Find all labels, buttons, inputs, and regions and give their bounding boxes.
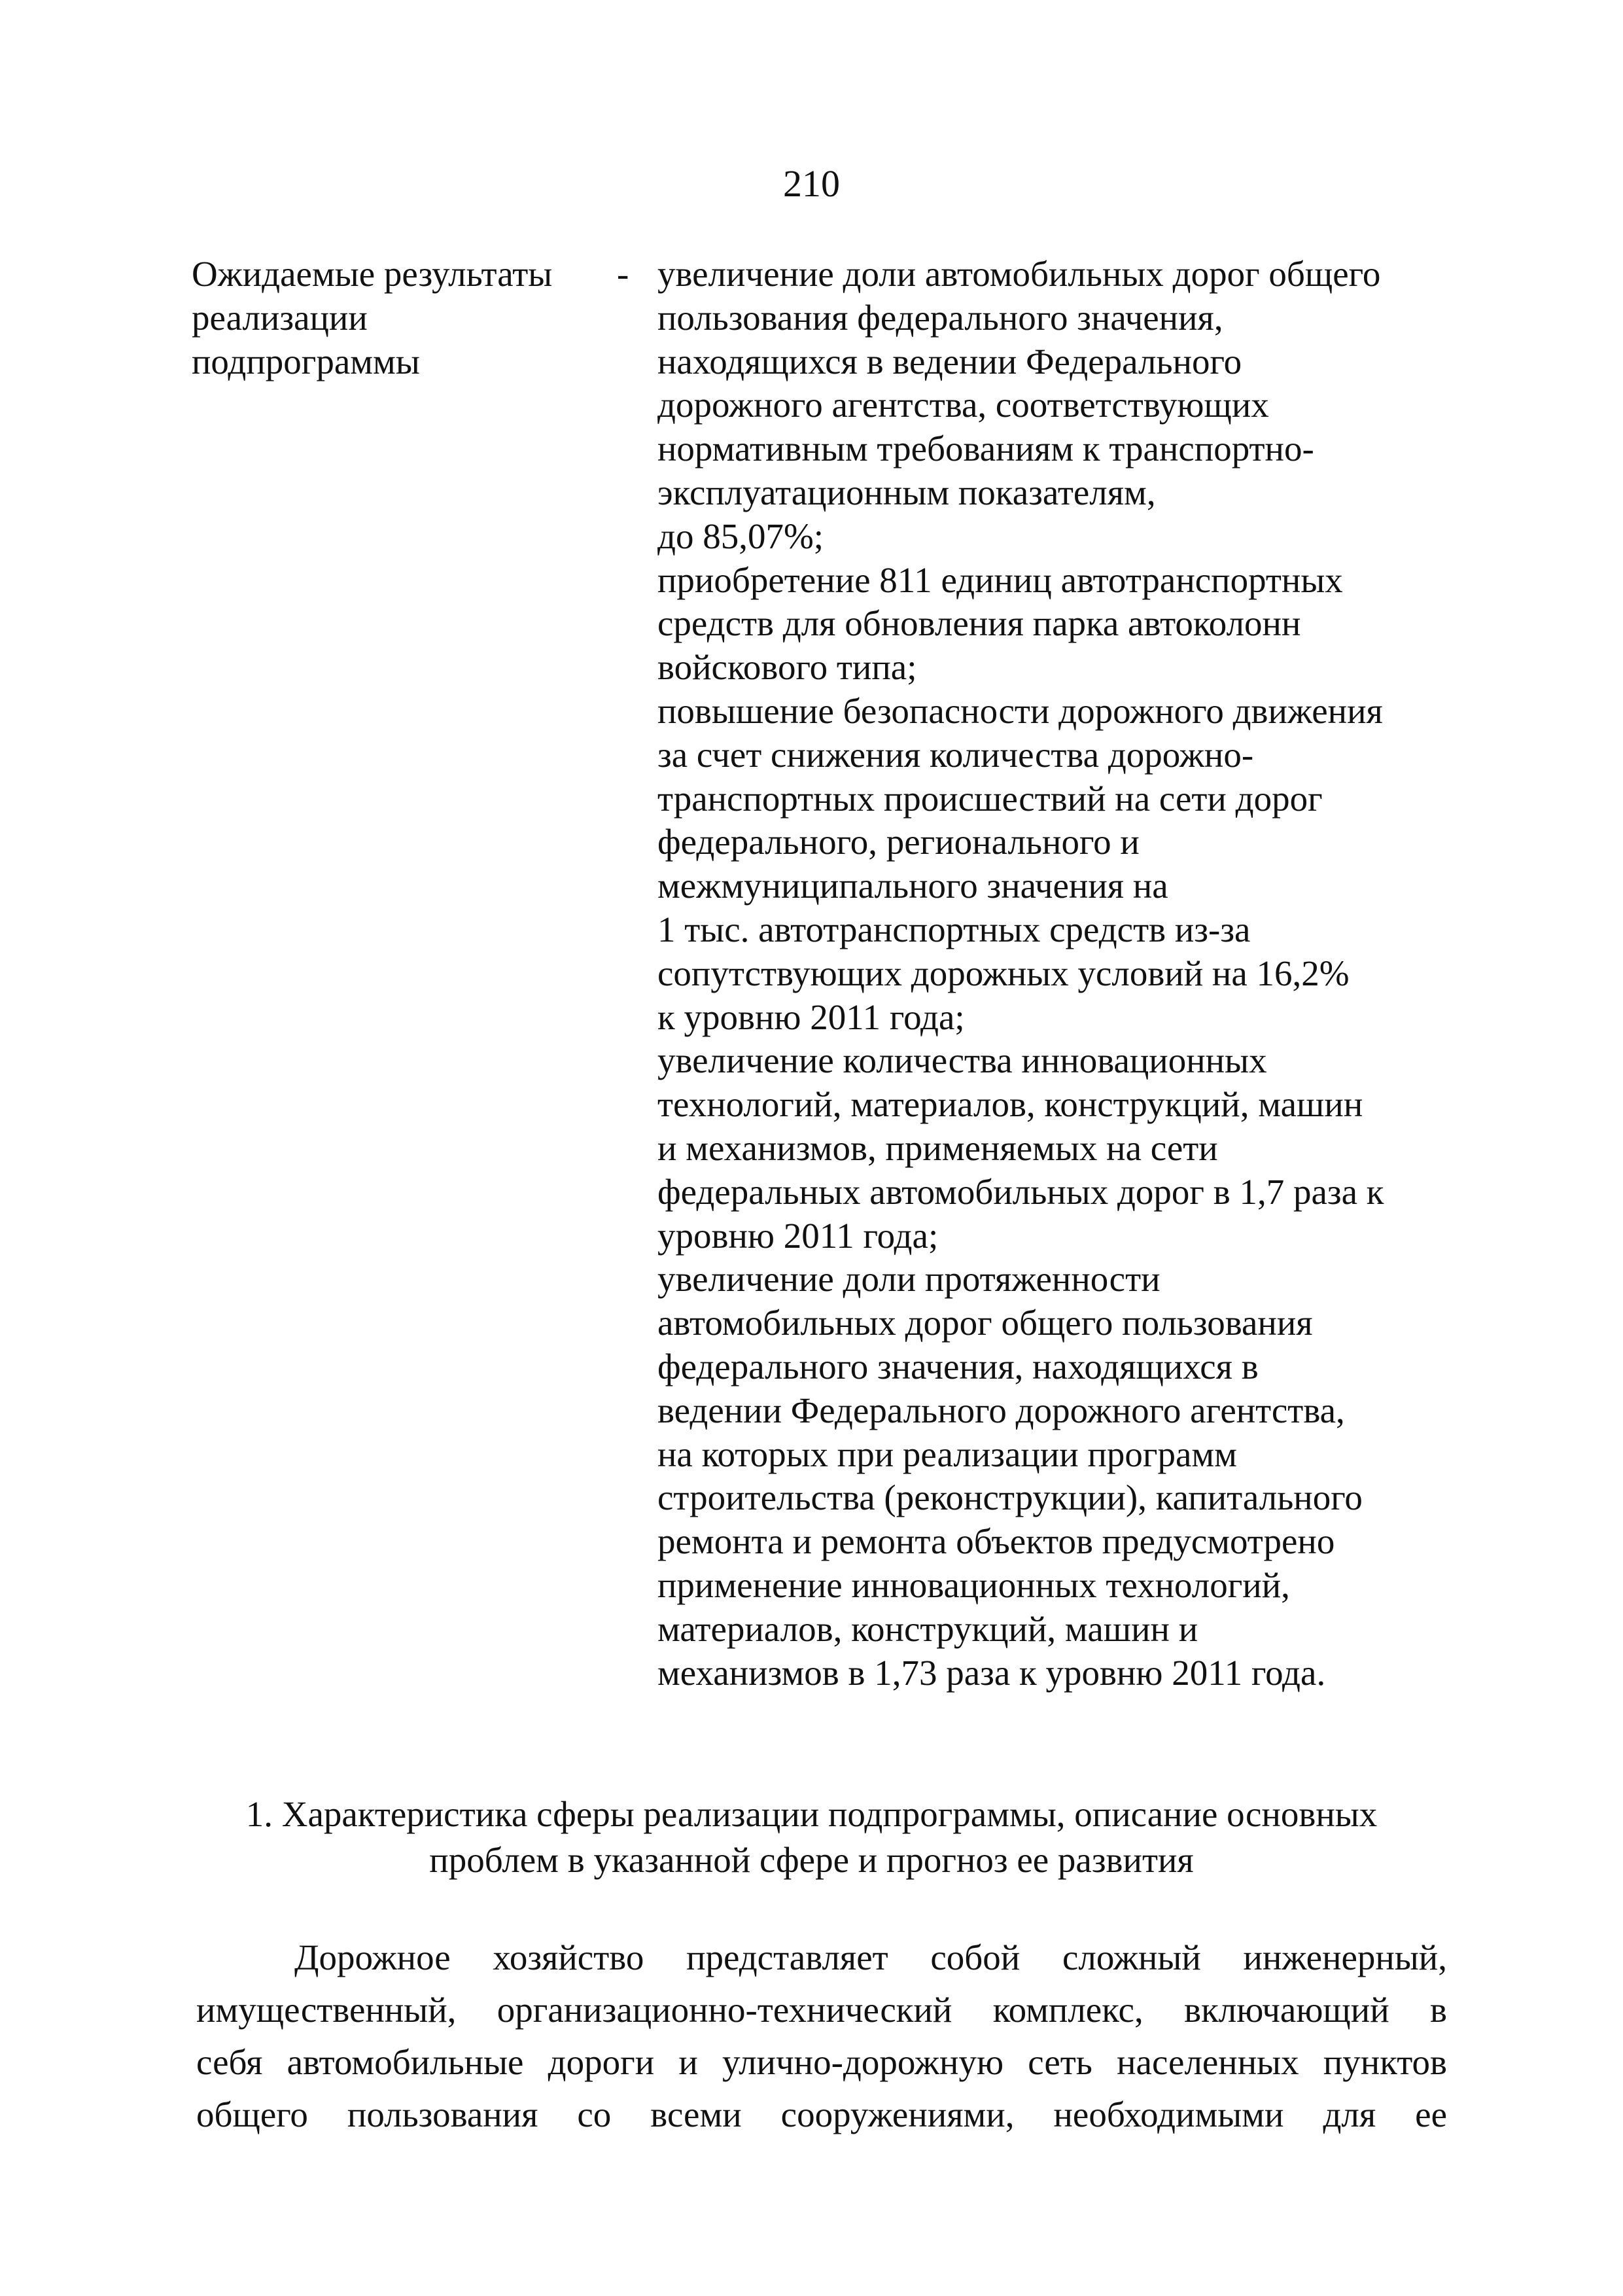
passport-value-line: эксплуатационным показателям,	[657, 472, 1156, 512]
body-line: общего пользования со всеми сооружениями, необходимыми для ее	[196, 2094, 1447, 2134]
passport-value-line: нормативным требованиям к транспортно-	[657, 429, 1314, 469]
page-number: 210	[783, 162, 840, 205]
passport-value-line: федерального значения, находящихся в	[657, 1346, 1259, 1386]
passport-value-line: сопутствующих дорожных условий на 16,2%	[657, 953, 1350, 993]
passport-value-line: федеральных автомобильных дорог в 1,7 раза к	[657, 1171, 1384, 1212]
passport-label-line: Ожидаемые результаты	[192, 254, 553, 294]
passport-value-line: до 85,07%;	[657, 516, 824, 556]
passport-value-line: уровню 2011 года;	[657, 1215, 939, 1256]
passport-value-line: и механизмов, применяемых на сети	[657, 1127, 1218, 1168]
passport-value-line: материалов, конструкций, машин и	[657, 1608, 1198, 1649]
passport-value-line: применение инновационных технологий,	[657, 1564, 1290, 1605]
body-line: имущественный, организационно-технический комплекс, включающий в	[196, 1990, 1447, 2030]
passport-value-line: межмуниципального значения на	[657, 866, 1168, 906]
passport-value-line: автомобильных дорог общего пользования	[657, 1303, 1313, 1343]
passport-value-line: пользования федерального значения,	[657, 297, 1223, 338]
passport-value-line: ведении Федерального дорожного агентства,	[657, 1390, 1345, 1430]
passport-value-line: на которых при реализации программ	[657, 1434, 1237, 1474]
body-line: Дорожное хозяйство представляет собой сложный инженерный,	[294, 1937, 1447, 1977]
passport-value-line: средств для обновления парка автоколонн	[657, 603, 1301, 644]
passport-value-line: приобретение 811 единиц автотранспортных	[657, 559, 1343, 600]
passport-value-line: дорожного агентства, соответствующих	[657, 385, 1269, 425]
passport-label	[192, 253, 610, 383]
body-line: себя автомобильные дороги и улично-дорожную сеть населенных пунктов	[196, 2042, 1447, 2082]
passport-value-line: увеличение количества инновационных	[657, 1040, 1267, 1081]
section-heading-line: проблем в указанной сфере и прогноз ее развития	[429, 1840, 1194, 1880]
passport-value-line: строительства (реконструкции), капитального	[657, 1477, 1363, 1518]
passport-value-line: ремонта и ремонта объектов предусмотрено	[657, 1521, 1335, 1562]
passport-label-line: подпрограммы	[192, 341, 420, 381]
body-paragraph	[196, 1932, 1447, 2141]
passport-label-line: реализации	[192, 297, 368, 338]
section-heading-line: 1. Характеристика сферы реализации подпрограммы, описание основных	[245, 1794, 1378, 1834]
passport-value-line: повышение безопасности дорожного движения	[657, 690, 1383, 731]
passport-value-line: за счет снижения количества дорожно-	[657, 734, 1254, 775]
passport-value-line: 1 тыс. автотранспортных средств из-за	[657, 909, 1251, 949]
passport-value-line: войскового типа;	[657, 647, 917, 688]
passport-value-line: технологий, материалов, конструкций, машин	[657, 1084, 1363, 1125]
passport-dash: -	[617, 254, 629, 294]
passport-value-line: увеличение доли протяженности	[657, 1259, 1161, 1299]
section-heading	[131, 1792, 1492, 1883]
passport-value-line: механизмов в 1,73 раза к уровню 2011 года.	[657, 1652, 1326, 1693]
passport-value-line: транспортных происшествий на сети дорог	[657, 778, 1323, 819]
passport-value	[657, 253, 1469, 1695]
passport-value-line: находящихся в ведении Федерального	[657, 341, 1242, 381]
passport-value-line: увеличение доли автомобильных дорог общего	[657, 254, 1381, 294]
passport-value-line: федерального, регионального и	[657, 822, 1140, 862]
passport-value-line: к уровню 2011 года;	[657, 997, 965, 1037]
